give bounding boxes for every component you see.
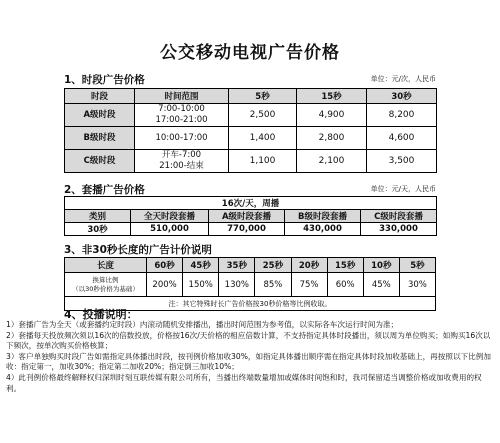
section2-unit: 单位：元/天，人民币 — [370, 185, 436, 193]
table-header-row — [65, 258, 436, 273]
column-header: B级时段套播 — [285, 210, 361, 223]
note-item: 2）套播每天投放频次须以16次的倍数投放，价格按16次/天价格的相应倍数计算，不支持指定具体时段播出，须以周为单位购买；如购买16次以下频次，按单次购买价格核算； — [6, 330, 491, 351]
column-header: 5秒 — [399, 258, 435, 273]
table-cell: 130% — [219, 273, 255, 297]
table-header-row — [65, 210, 437, 223]
column-header: A级时段套播 — [209, 210, 285, 223]
price-5s: 1,400 — [229, 127, 297, 150]
time-range: 开车-7:00 21:00-结束 — [135, 150, 229, 173]
column-header: 25秒 — [255, 258, 291, 273]
column-header: 长度 — [65, 258, 147, 273]
section3-title: 3、非30秒长度的广告计价说明 — [64, 244, 212, 256]
column-header: 时间范围 — [135, 89, 229, 104]
table-cell: 30秒 — [65, 223, 131, 236]
slot-name: C级时段 — [65, 150, 135, 173]
time-slot-price-table — [64, 88, 437, 173]
section2-header — [64, 182, 436, 196]
section1-unit: 单位：元/次，人民币 — [370, 75, 436, 83]
column-header: C级时段套播 — [361, 210, 437, 223]
table-cell: 510,000 — [131, 223, 209, 236]
table-cell: 60% — [327, 273, 363, 297]
table-row — [65, 127, 437, 150]
duration-ratio-table — [64, 257, 436, 311]
column-header: 类别 — [65, 210, 131, 223]
table-row — [65, 104, 437, 127]
note-item: 4）此刊例价格最终解释权归深圳时刻互联传媒有限公司所有，当播出终端数量增加或媒体时间饱和时，我司保留适当调整价格或加收费用的权利。 — [6, 372, 482, 393]
table-cell: 75% — [291, 273, 327, 297]
price-15s: 2,100 — [297, 150, 367, 173]
price-5s: 1,100 — [229, 150, 297, 173]
table-row — [65, 223, 437, 236]
section1-title: 1、时段广告价格 — [64, 74, 145, 86]
table-cell: 30% — [399, 273, 435, 297]
column-header: 全天时段套播 — [131, 210, 209, 223]
time-range: 7:00-10:00 17:00-21:00 — [135, 104, 229, 127]
section4-header — [64, 306, 436, 320]
table-caption-row — [65, 197, 437, 210]
placement-notes — [6, 320, 494, 394]
column-header: 15秒 — [297, 89, 367, 104]
table-caption: 16次/天，周播 — [65, 197, 437, 210]
column-header: 时段 — [65, 89, 135, 104]
table-cell: 200% — [147, 273, 183, 297]
column-header: 60秒 — [147, 258, 183, 273]
column-header: 20秒 — [291, 258, 327, 273]
column-header: 30秒 — [367, 89, 437, 104]
table-cell: 150% — [183, 273, 219, 297]
note-item: 1）套播广告为全天（或套播约定时段）内滚动随机安排播出，播出时间范围为参考值，以实际各车次运行时间为准； — [6, 320, 399, 329]
note-item: 3）客户单独购买时段广告如需指定具体播出时段，按刊例价格加收30%，如指定具体播出顺序需在指定具体时段加收基础上，再按照以下比例加收：指定第一，加收30%；指定第二加收20%；指定倒三加收10%； — [6, 351, 491, 372]
price-5s: 2,500 — [229, 104, 297, 127]
price-30s: 8,200 — [367, 104, 437, 127]
price-15s: 2,800 — [297, 127, 367, 150]
time-range: 10:00-17:00 — [135, 127, 229, 150]
slot-name: B级时段 — [65, 127, 135, 150]
section2-title: 2、套播广告价格 — [64, 184, 145, 196]
column-header: 5秒 — [229, 89, 297, 104]
table-header-row — [65, 89, 437, 104]
section4-title: 4、投播说明： — [64, 308, 138, 321]
table-cell: 85% — [255, 273, 291, 297]
page-title: 公交移动电视广告价格 — [160, 43, 340, 63]
package-price-table — [64, 196, 437, 236]
table-note: 注：其它特殊时长广告价格按30秒价格等比例收取。 — [65, 297, 436, 311]
column-header: 15秒 — [327, 258, 363, 273]
row-label: 换算比例 （以30秒价格为基础） — [65, 273, 147, 297]
column-header: 35秒 — [219, 258, 255, 273]
price-30s: 3,500 — [367, 150, 437, 173]
section1-header — [64, 72, 436, 86]
table-cell: 770,000 — [209, 223, 285, 236]
table-cell: 430,000 — [285, 223, 361, 236]
column-header: 10秒 — [363, 258, 399, 273]
price-15s: 4,900 — [297, 104, 367, 127]
table-row — [65, 273, 436, 297]
table-cell: 330,000 — [361, 223, 437, 236]
table-cell: 45% — [363, 273, 399, 297]
price-30s: 4,600 — [367, 127, 437, 150]
table-row — [65, 150, 437, 173]
column-header: 45秒 — [183, 258, 219, 273]
slot-name: A级时段 — [65, 104, 135, 127]
section3-header — [64, 242, 436, 256]
